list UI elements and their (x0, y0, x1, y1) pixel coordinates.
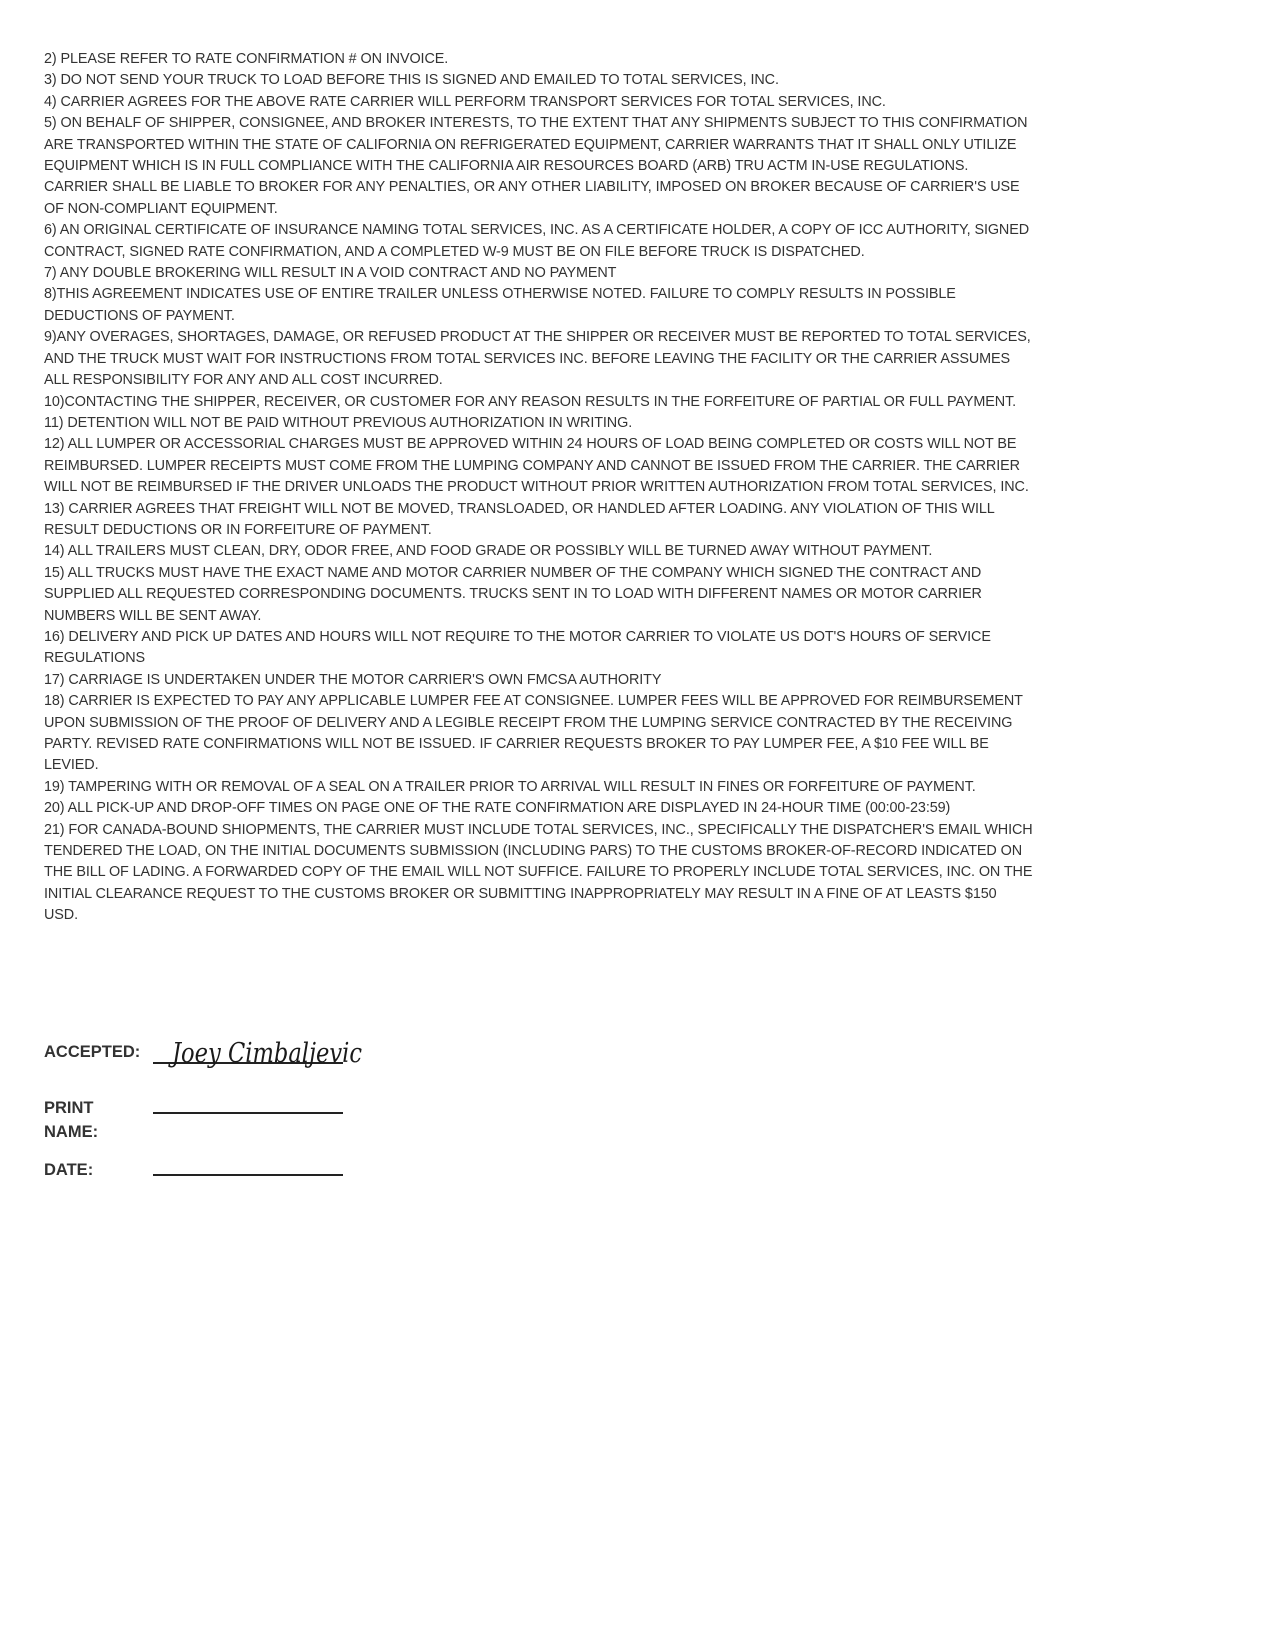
term-19: 19) TAMPERING WITH OR REMOVAL OF A SEAL ON A TRAILER PRIOR TO ARRIVAL WILL RESULT IN FINES OR FORFEITURE OF PAYMENT. (44, 778, 976, 795)
date-label: DATE: (44, 1161, 94, 1179)
term-18: 18) CARRIER IS EXPECTED TO PAY ANY APPLICABLE LUMPER FEE AT CONSIGNEE. LUMPER FEES WILL BE APPROVED FOR REIMBURSEMENT UPON SUBMISSION OF THE PROOF OF DELIVERY AND A LEGIBLE RECEIPT FROM THE LUMPING SERVICE CONTRACTED BY THE RECEIVING PARTY. REVISED RATE CONFIRMATIONS WILL NOT BE ISSUED. IF CARRIER REQUESTS BROKER TO PAY LUMPER FEE, A $10 FEE WILL BE LEVIED. (44, 693, 1023, 774)
print-name-label-line1: PRINT (44, 1099, 94, 1117)
signature-block (44, 1040, 444, 1220)
print-name-label-line2: NAME: (44, 1123, 99, 1141)
term-15: 15) ALL TRUCKS MUST HAVE THE EXACT NAME AND MOTOR CARRIER NUMBER OF THE COMPANY WHICH SIGNED THE CONTRACT AND SUPPLIED ALL REQUESTED CORRESPONDING DOCUMENTS. TRUCKS SENT IN TO LOAD WITH DIFFERENT NAMES OR MOTOR CARRIER NUMBERS WILL BE SENT AWAY. (44, 564, 982, 624)
print-name-line[interactable] (153, 1112, 343, 1114)
term-7: 7) ANY DOUBLE BROKERING WILL RESULT IN A VOID CONTRACT AND NO PAYMENT (44, 265, 617, 282)
term-3: 3) DO NOT SEND YOUR TRUCK TO LOAD BEFORE THIS IS SIGNED AND EMAILED TO TOTAL SERVICES, INC. (44, 72, 779, 89)
accepted-label: ACCEPTED: (44, 1043, 141, 1061)
signature-text: Joey Cimbaljevic (167, 1038, 362, 1069)
term-11: 11) DETENTION WILL NOT BE PAID WITHOUT PREVIOUS AUTHORIZATION IN WRITING. (44, 414, 633, 431)
term-9: 9)ANY OVERAGES, SHORTAGES, DAMAGE, OR REFUSED PRODUCT AT THE SHIPPER OR RECEIVER MUST BE REPORTED TO TOTAL SERVICES, AND THE TRUCK MUST WAIT FOR INSTRUCTIONS FROM TOTAL SERVICES INC. BEFORE LEAVING THE FACILITY OR THE CARRIER ASSUMES ALL RESPONSIBILITY FOR ANY AND ALL COST INCURRED. (44, 329, 1031, 389)
handwritten-signature (167, 1034, 372, 1074)
term-5: 5) ON BEHALF OF SHIPPER, CONSIGNEE, AND BROKER INTERESTS, TO THE EXTENT THAT ANY SHIPMENTS SUBJECT TO THIS CONFIRMATION ARE TRANSPORTED WITHIN THE STATE OF CALIFORNIA ON REFRIGERATED EQUIPMENT, CARRIER WARRANTS THAT IT SHALL ONLY UTILIZE EQUIPMENT WHICH IS IN FULL COMPLIANCE WITH THE CALIFORNIA AIR RESOURCES BOARD (ARB) TRU ACTM IN-USE REGULATIONS. CARRIER SHALL BE LIABLE TO BROKER FOR ANY PENALTIES, OR ANY OTHER LIABILITY, IMPOSED ON BROKER BECAUSE OF CARRIER'S USE OF NON-COMPLIANT EQUIPMENT. (44, 115, 1028, 217)
term-14: 14) ALL TRAILERS MUST CLEAN, DRY, ODOR FREE, AND FOOD GRADE OR POSSIBLY WILL BE TURNED AWAY WITHOUT PAYMENT. (44, 543, 933, 560)
term-6: 6) AN ORIGINAL CERTIFICATE OF INSURANCE NAMING TOTAL SERVICES, INC. AS A CERTIFICATE HOLDER, A COPY OF ICC AUTHORITY, SIGNED CONTRACT, SIGNED RATE CONFIRMATION, AND A COMPLETED W-9 MUST BE ON FILE BEFORE TRUCK IS DISPATCHED. (44, 222, 1030, 260)
term-8: 8)THIS AGREEMENT INDICATES USE OF ENTIRE TRAILER UNLESS OTHERWISE NOTED. FAILURE TO COMPLY RESULTS IN POSSIBLE DEDUCTIONS OF PAYMENT. (44, 286, 956, 324)
term-12: 12) ALL LUMPER OR ACCESSORIAL CHARGES MUST BE APPROVED WITHIN 24 HOURS OF LOAD BEING COMPLETED OR COSTS WILL NOT BE REIMBURSED. LUMPER RECEIPTS MUST COME FROM THE LUMPING COMPANY AND CANNOT BE ISSUED FROM THE CARRIER. THE CARRIER WILL NOT BE REIMBURSED IF THE DRIVER UNLOADS THE PRODUCT WITHOUT PRIOR WRITTEN AUTHORIZATION FROM TOTAL SERVICES, INC. (44, 436, 1029, 496)
term-10: 10)CONTACTING THE SHIPPER, RECEIVER, OR CUSTOMER FOR ANY REASON RESULTS IN THE FORFEITURE OF PARTIAL OR FULL PAYMENT. (44, 393, 1017, 410)
terms-list (44, 49, 1034, 927)
term-2: 2) PLEASE REFER TO RATE CONFIRMATION # ON INVOICE. (44, 51, 449, 67)
term-17: 17) CARRIAGE IS UNDERTAKEN UNDER THE MOTOR CARRIER'S OWN FMCSA AUTHORITY (44, 671, 662, 688)
term-16: 16) DELIVERY AND PICK UP DATES AND HOURS WILL NOT REQUIRE TO THE MOTOR CARRIER TO VIOLATE US DOT'S HOURS OF SERVICE REGULATIONS (44, 628, 991, 667)
term-4: 4) CARRIER AGREES FOR THE ABOVE RATE CARRIER WILL PERFORM TRANSPORT SERVICES FOR TOTAL SERVICES, INC. (44, 93, 886, 110)
term-20: 20) ALL PICK-UP AND DROP-OFF TIMES ON PAGE ONE OF THE RATE CONFIRMATION ARE DISPLAYED IN 24-HOUR TIME (00:00-23:59) (44, 800, 951, 817)
term-21: 21) FOR CANADA-BOUND SHIOPMENTS, THE CARRIER MUST INCLUDE TOTAL SERVICES, INC., SPECIFICALLY THE DISPATCHER'S EMAIL WHICH TENDERED THE LOAD, ON THE INITIAL DOCUMENTS SUBMISSION (INCLUDING PARS) TO THE CUSTOMS BROKER-OF-RECORD INDICATED ON THE BILL OF LADING. A FORWARDED COPY OF THE EMAIL WILL NOT SUFFICE. FAILURE TO PROPERLY INCLUDE TOTAL SERVICES, INC. ON THE INITIAL CLEARANCE REQUEST TO THE CUSTOMS BROKER OR SUBMITTING INAPPROPRIATELY MAY RESULT IN A FINE OF AT LEASTS $150 USD. (44, 821, 1033, 924)
date-line[interactable] (153, 1174, 343, 1176)
term-13: 13) CARRIER AGREES THAT FREIGHT WILL NOT BE MOVED, TRANSLOADED, OR HANDLED AFTER LOADING. ANY VIOLATION OF THIS WILL RESULT DEDUCTIONS OR IN FORFEITURE OF PAYMENT. (44, 500, 995, 538)
signature-graphic (167, 1034, 372, 1074)
